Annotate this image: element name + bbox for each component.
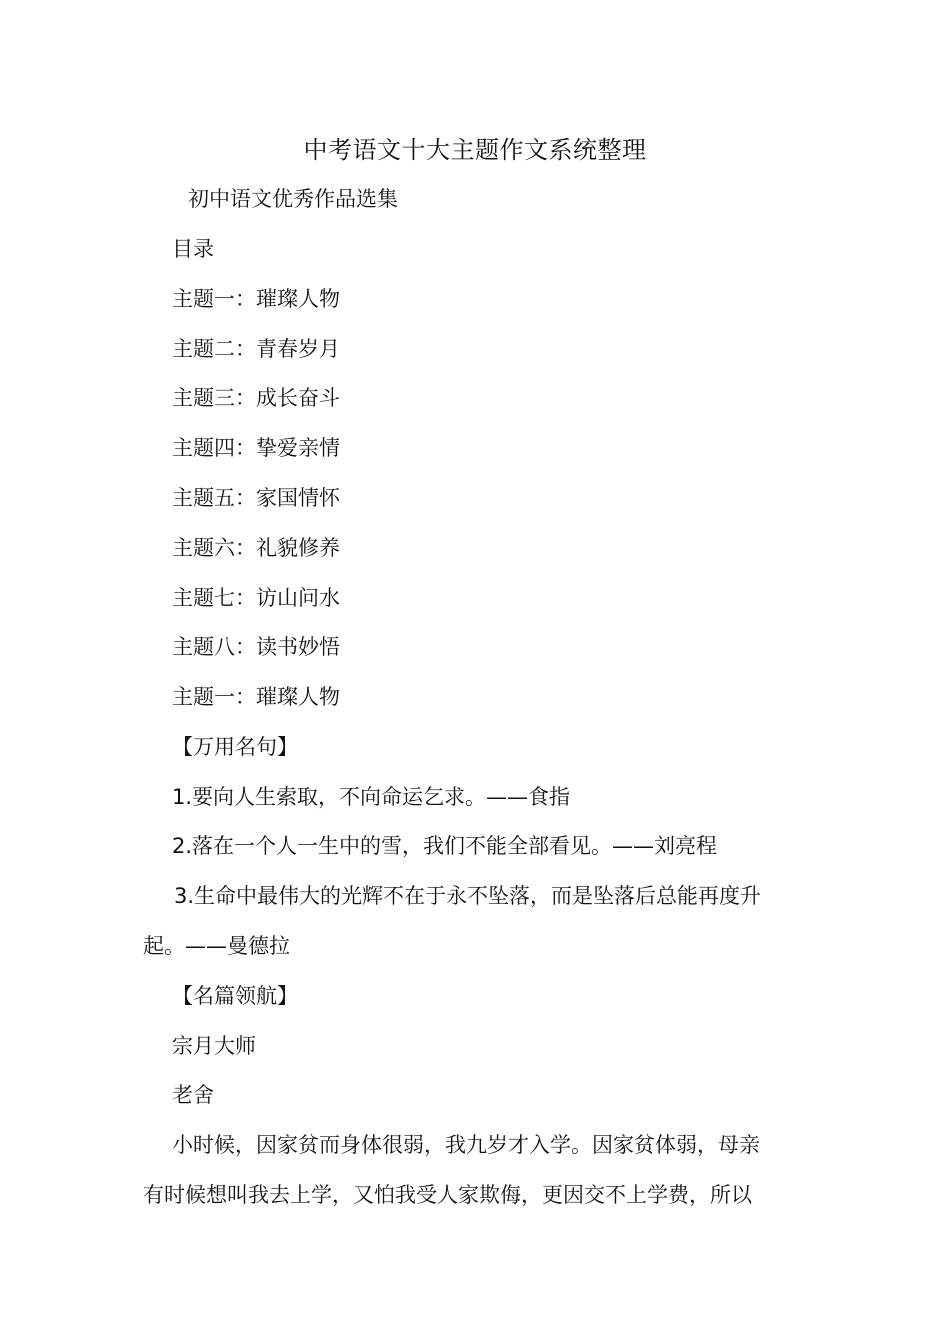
toc-item: 主题四：挚爱亲情 [172,436,340,460]
toc-item: 主题一：璀璨人物 [172,287,340,311]
quote-line: 起。——曼德拉 [143,934,290,958]
essay-paragraph-line: 有时候想叫我去上学，又怕我受人家欺侮，更因交不上学费，所以 [143,1183,752,1207]
toc-item: 主题八：读书妙悟 [172,635,340,659]
toc-item: 主题二：青春岁月 [172,337,340,361]
quote-line: 1.要向人生索取，不向命运乞求。——食指 [172,785,571,809]
toc-item: 主题七：访山问水 [172,586,340,610]
toc-item: 主题六：礼貌修养 [172,536,340,560]
section-heading: 主题一：璀璨人物 [172,685,340,709]
document-subtitle: 初中语文优秀作品选集 [188,187,398,211]
essay-heading: 【名篇领航】 [172,984,298,1008]
toc-heading: 目录 [172,237,214,261]
essay-title: 宗月大师 [172,1034,256,1058]
quote-line: 2.落在一个人一生中的雪，我们不能全部看见。——刘亮程 [172,834,718,858]
quotes-heading: 【万用名句】 [172,735,298,759]
document-title: 中考语文十大主题作文系统整理 [303,136,647,164]
toc-item: 主题三：成长奋斗 [172,386,340,410]
quote-line: 3.生命中最伟大的光辉不在于永不坠落，而是坠落后总能再度升 [174,884,762,908]
toc-item: 主题五：家国情怀 [172,486,340,510]
essay-author: 老舍 [172,1083,214,1107]
essay-paragraph-line: 小时候，因家贫而身体很弱，我九岁才入学。因家贫体弱，母亲 [172,1133,760,1157]
